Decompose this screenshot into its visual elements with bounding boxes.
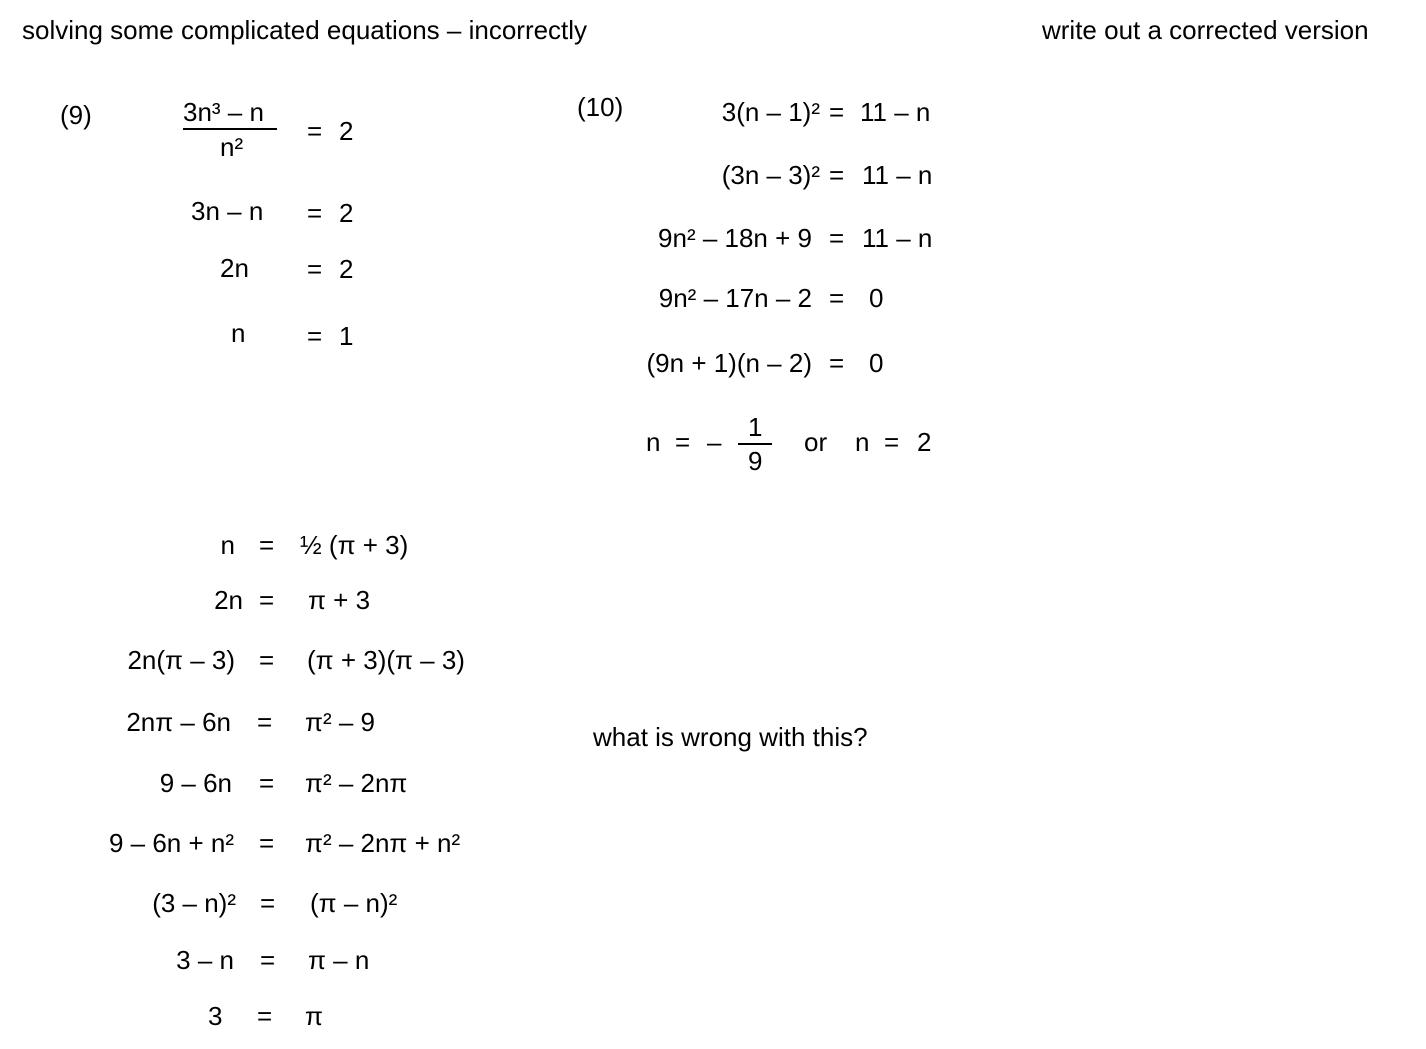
rhs: 2: [339, 198, 354, 228]
problem-label: (9): [60, 100, 92, 130]
lhs: 2nπ – 6n: [126, 707, 231, 737]
rhs: π + 3: [308, 585, 371, 615]
or-word: or: [804, 427, 828, 457]
fraction-numerator: 1: [748, 412, 763, 442]
lhs: 2n: [220, 253, 249, 283]
lhs: 9n² – 17n – 2: [658, 283, 812, 313]
rhs: (π – n)²: [310, 888, 398, 918]
variable: n: [646, 427, 661, 457]
rhs: 11 – n: [862, 223, 933, 253]
equals-sign: =: [675, 427, 691, 457]
equals-sign: =: [307, 321, 323, 351]
rhs: 2: [339, 116, 354, 146]
equals-sign: =: [307, 198, 323, 228]
lhs: 9 – 6n + n²: [108, 828, 234, 858]
rhs: 1: [339, 321, 354, 351]
rhs: (π + 3)(π – 3): [307, 645, 465, 675]
equals-sign: =: [259, 645, 275, 675]
value: 2: [917, 427, 932, 457]
equals-sign: =: [259, 828, 275, 858]
variable: n: [855, 427, 870, 457]
equals-sign: =: [260, 888, 276, 918]
lhs: 3n – n: [191, 196, 264, 226]
rhs: π² – 9: [305, 707, 375, 737]
rhs: π² – 2nπ: [305, 768, 408, 798]
lhs: 2n(π – 3): [127, 645, 235, 675]
rhs: 2: [339, 254, 354, 284]
equals-sign: =: [259, 768, 275, 798]
equals-sign: =: [884, 427, 900, 457]
equals-sign: =: [259, 585, 275, 615]
equals-sign: =: [257, 707, 273, 737]
rhs: ½ (π + 3): [300, 530, 409, 560]
instruction: write out a corrected version: [1042, 15, 1369, 45]
lhs: (3 – n)²: [152, 888, 236, 918]
lhs: 3 – n: [176, 945, 234, 975]
lhs: 9 – 6n: [159, 768, 232, 798]
lhs: 9n² – 18n + 9: [658, 223, 812, 253]
equals-sign: =: [829, 283, 845, 313]
equals-sign: =: [260, 945, 276, 975]
equals-sign: =: [257, 1001, 273, 1031]
fraction-bar: [183, 128, 277, 130]
equals-sign: =: [307, 116, 323, 146]
equals-sign: =: [307, 254, 323, 284]
rhs: 11 – n: [862, 160, 933, 190]
equals-sign: =: [829, 348, 845, 378]
lhs: n: [220, 530, 235, 560]
equals-sign: =: [259, 530, 275, 560]
fraction-denominator: n²: [220, 132, 244, 162]
problem-label: (10): [577, 92, 624, 122]
equals-sign: =: [829, 97, 845, 127]
equals-sign: =: [829, 160, 845, 190]
fraction-denominator: 9: [748, 446, 763, 476]
lhs: (9n + 1)(n – 2): [646, 348, 812, 378]
question: what is wrong with this?: [593, 722, 868, 752]
rhs: π – n: [308, 945, 370, 975]
rhs: 11 – n: [860, 97, 931, 127]
rhs: 0: [869, 283, 884, 313]
equals-sign: =: [829, 223, 845, 253]
lhs: (3n – 3)²: [721, 160, 820, 190]
lhs: 2n: [214, 585, 243, 615]
fraction-numerator: 3n³ – n: [183, 97, 264, 127]
rhs: π: [305, 1001, 323, 1031]
lhs: 3: [208, 1001, 223, 1031]
lhs: n: [231, 318, 246, 348]
rhs: π² – 2nπ + n²: [305, 828, 461, 858]
lhs: 3(n – 1)²: [721, 97, 820, 127]
slide-title: solving some complicated equations – incorrectly: [22, 15, 588, 45]
minus-sign: –: [707, 427, 722, 457]
rhs: 0: [869, 348, 884, 378]
fraction-bar: [738, 443, 772, 445]
